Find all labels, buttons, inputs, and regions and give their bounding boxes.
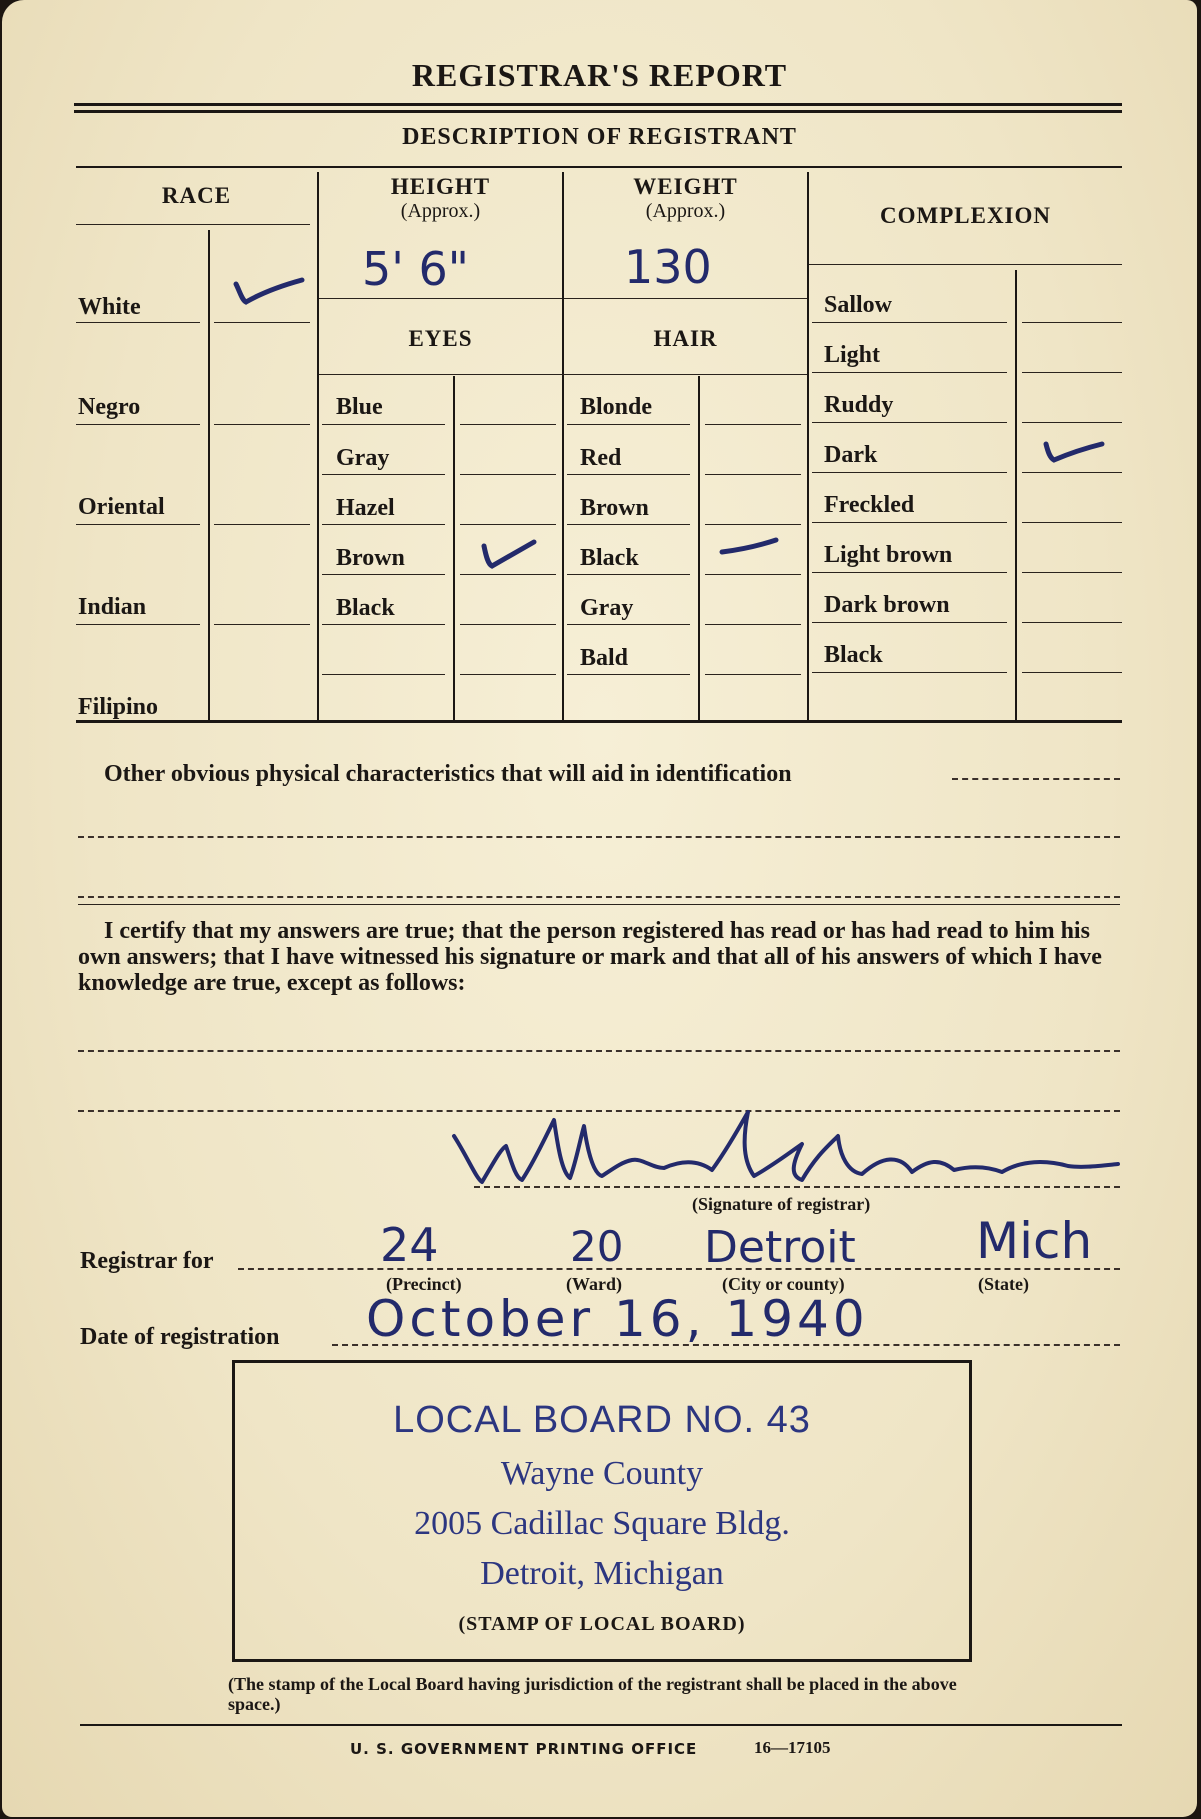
- stamp-line-city: Detroit, Michigan: [480, 1555, 724, 1592]
- hair-row-rule: [705, 674, 801, 675]
- race-row-rule: [76, 524, 200, 525]
- eyes-option-hazel: Hazel: [336, 495, 395, 521]
- race-option-white: White: [78, 294, 141, 320]
- complexion-row-rule: [1022, 372, 1122, 373]
- hair-row-rule: [705, 524, 801, 525]
- complexion-row-rule: [812, 322, 1007, 323]
- divider-height-weight: [562, 172, 564, 720]
- complexion-option-sallow: Sallow: [824, 292, 893, 318]
- stamp-line-address: 2005 Cadillac Square Bldg.: [414, 1505, 790, 1542]
- page-title: REGISTRAR'S REPORT: [411, 57, 788, 93]
- hair-option-blonde: Blonde: [580, 394, 653, 420]
- footer-printer: U. S. GOVERNMENT PRINTING OFFICE: [350, 1740, 698, 1758]
- complexion-row-rule: [1022, 422, 1122, 423]
- hair-row-rule: [567, 524, 690, 525]
- eyes-row-rule: [322, 474, 445, 475]
- local-board-stamp-box: [232, 1360, 972, 1662]
- complexion-option-dark: Dark: [824, 442, 878, 468]
- race-header: RACE: [161, 183, 232, 208]
- eyes-row-rule: [460, 674, 556, 675]
- eyes-row-rule: [460, 424, 556, 425]
- complexion-dark-check-icon: [1042, 438, 1108, 468]
- eyes-check-column: [453, 376, 455, 720]
- eyes-brown-check-icon: [478, 536, 540, 576]
- divider-race-height: [317, 172, 319, 720]
- eyes-hair-header-rule: [319, 374, 807, 375]
- ward-caption: (Ward): [566, 1274, 622, 1294]
- complexion-row-rule: [1022, 622, 1122, 623]
- hair-row-rule: [567, 624, 690, 625]
- weight-header: WEIGHT: [633, 174, 738, 199]
- hair-black-check-icon: [718, 534, 782, 564]
- complexion-row-rule: [812, 622, 1007, 623]
- hair-check-column: [698, 376, 700, 720]
- complexion-header: COMPLEXION: [880, 203, 1051, 228]
- complexion-row-rule: [1022, 522, 1122, 523]
- eyes-option-blue: Blue: [336, 394, 383, 420]
- hair-row-rule: [705, 474, 801, 475]
- state-caption: (State): [978, 1274, 1029, 1294]
- state-value: Mich: [976, 1212, 1093, 1270]
- height-approx: (Approx.): [400, 200, 481, 222]
- complexion-option-ruddy: Ruddy: [824, 392, 894, 418]
- precinct-caption: (Precinct): [386, 1274, 462, 1294]
- complexion-check-column: [1015, 270, 1017, 720]
- hair-header: HAIR: [653, 326, 718, 351]
- complexion-option-light: Light: [824, 342, 881, 368]
- complexion-row-rule: [1022, 672, 1122, 673]
- complexion-row-rule: [1022, 472, 1122, 473]
- hair-row-rule: [705, 424, 801, 425]
- eyes-row-rule: [322, 624, 445, 625]
- complexion-option-light-brown: Light brown: [824, 542, 953, 568]
- hair-option-brown: Brown: [580, 495, 649, 521]
- other-characteristics-dash: [952, 778, 1120, 780]
- complexion-row-rule: [812, 472, 1007, 473]
- complexion-row-rule: [812, 422, 1007, 423]
- registration-card: [2, 0, 1197, 1817]
- other-characteristics-rule: [78, 904, 1120, 905]
- hair-row-rule: [705, 624, 801, 625]
- hair-option-bald: Bald: [580, 645, 629, 671]
- race-option-indian: Indian: [78, 594, 147, 620]
- hair-row-rule: [705, 574, 801, 575]
- date-of-registration-value: October 16, 1940: [366, 1290, 869, 1348]
- eyes-option-black: Black: [336, 595, 395, 621]
- race-row-rule: [214, 424, 310, 425]
- race-white-check-icon: [230, 272, 306, 312]
- complexion-option-black: Black: [824, 642, 883, 668]
- ward-value: 20: [570, 1222, 624, 1271]
- hair-row-rule: [567, 574, 690, 575]
- complexion-row-rule: [1022, 572, 1122, 573]
- divider-weight-complexion: [807, 172, 809, 720]
- hair-row-rule: [567, 424, 690, 425]
- table-bottom-rule: [76, 720, 1122, 723]
- complexion-row-rule: [812, 572, 1007, 573]
- race-option-oriental: Oriental: [78, 494, 165, 520]
- complexion-row-rule: [812, 672, 1007, 673]
- weight-value-rule: [564, 298, 807, 299]
- title-rule-top: [74, 103, 1122, 106]
- height-value-rule: [319, 298, 562, 299]
- race-row-rule: [76, 424, 200, 425]
- registrar-for-label: Registrar for: [80, 1248, 214, 1274]
- complexion-row-rule: [812, 522, 1007, 523]
- eyes-row-rule: [322, 424, 445, 425]
- city-caption: (City or county): [722, 1274, 845, 1294]
- race-row-rule: [76, 624, 200, 625]
- race-row-rule: [214, 322, 310, 323]
- eyes-option-gray: Gray: [336, 445, 390, 471]
- stamp-caption: (STAMP OF LOCAL BOARD): [458, 1613, 746, 1635]
- registrar-signature: [442, 1096, 1147, 1196]
- footer-code: 16—17105: [754, 1738, 831, 1757]
- hair-row-rule: [567, 674, 690, 675]
- race-check-column: [208, 230, 210, 720]
- eyes-row-rule: [460, 624, 556, 625]
- eyes-header: EYES: [408, 326, 473, 351]
- certification-line-1: [78, 1050, 1120, 1052]
- signature-line: [474, 1186, 1120, 1188]
- weight-approx: (Approx.): [645, 200, 726, 222]
- footer-rule: [80, 1724, 1122, 1726]
- eyes-row-rule: [322, 574, 445, 575]
- race-option-filipino: Filipino: [78, 694, 159, 720]
- section-subtitle: DESCRIPTION OF REGISTRANT: [402, 124, 797, 150]
- stamp-note: (The stamp of the Local Board having jurisdiction of the registrant shall be placed in the above space.): [228, 1674, 957, 1714]
- certification-text: I certify that my answers are true; that the person registered has read or has had read to him his own answers; that I have witnessed his signature or mark and that all of his answers of which I have knowledge are true, except as follows:: [78, 918, 1102, 996]
- eyes-row-rule: [322, 674, 445, 675]
- precinct-value: 24: [380, 1218, 439, 1272]
- other-characteristics-label: Other obvious physical characteristics that will aid in identification: [104, 761, 792, 787]
- height-header: HEIGHT: [390, 174, 491, 199]
- race-option-negro: Negro: [78, 394, 141, 420]
- table-top-rule: [76, 166, 1122, 168]
- eyes-row-rule: [460, 524, 556, 525]
- complexion-row-rule: [1022, 322, 1122, 323]
- date-of-registration-label: Date of registration: [80, 1324, 280, 1350]
- city-value: Detroit: [704, 1222, 856, 1273]
- complexion-row-rule: [812, 372, 1007, 373]
- weight-value: 130: [624, 240, 712, 294]
- eyes-option-brown: Brown: [336, 545, 405, 571]
- complexion-header-rule: [809, 264, 1122, 265]
- other-characteristics-line-1: [78, 836, 1120, 838]
- eyes-row-rule: [460, 474, 556, 475]
- stamp-line-board: LOCAL BOARD NO. 43: [393, 1399, 811, 1441]
- signature-caption: (Signature of registrar): [692, 1194, 871, 1214]
- other-characteristics-line-2: [78, 896, 1120, 898]
- height-value: 5' 6": [362, 242, 469, 296]
- race-row-rule: [214, 624, 310, 625]
- race-header-rule: [76, 224, 310, 225]
- hair-option-red: Red: [580, 445, 622, 471]
- stamp-line-county: Wayne County: [500, 1455, 704, 1492]
- race-row-rule: [214, 524, 310, 525]
- hair-option-gray: Gray: [580, 595, 634, 621]
- hair-row-rule: [567, 474, 690, 475]
- complexion-option-freckled: Freckled: [824, 492, 915, 518]
- complexion-option-dark-brown: Dark brown: [824, 592, 950, 618]
- hair-option-black: Black: [580, 545, 639, 571]
- race-row-rule: [76, 322, 200, 323]
- title-rule-bottom: [74, 110, 1122, 113]
- eyes-row-rule: [322, 524, 445, 525]
